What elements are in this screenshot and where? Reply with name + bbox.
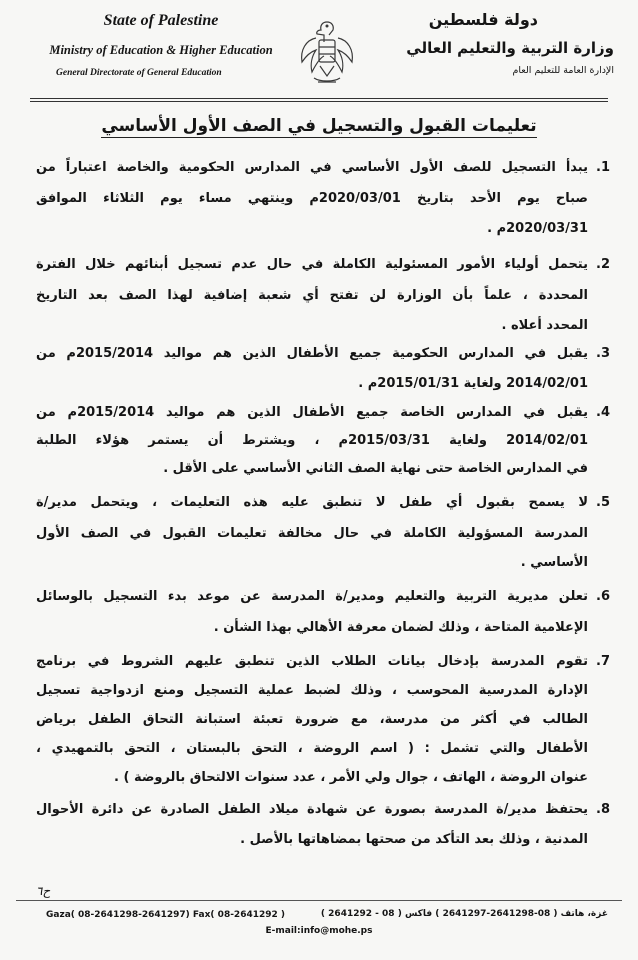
item-line: المحددة ، علماً بأن الوزارة لن تفتح أي شعبة إضافية لهذا الصف بعد التاريخ	[36, 288, 588, 303]
item-line: المدرسة المسؤولية الكاملة في حال مخالفة تعليمات القبول في الصف الأول	[36, 526, 588, 541]
item-line: 2020/03/31م .	[487, 221, 588, 236]
item-line: تقوم المدرسة بإدخال بيانات الطلاب الذين تنطبق عليهم الشروط في برنامج	[36, 654, 588, 669]
header-ar-ministry: وزارة التربية والتعليم العالي	[406, 39, 614, 57]
item-line: المدنية ، وذلك بعد التأكد من صحتها بمضاهاتها بالأصل .	[240, 832, 588, 847]
item-line: في المدارس الخاصة حتى نهاية الصف الثاني الأساسي على الأقل .	[163, 461, 588, 476]
header-divider-thin	[30, 101, 608, 102]
item-line: الأطفال والتي تشمل : ( اسم الروضة ، التحق بالبستان ، التحق بالتمهيدي ،	[36, 741, 588, 756]
header-en-state: State of Palestine	[103, 12, 219, 29]
item-line: الأساسي .	[520, 555, 588, 570]
item-number: 6.	[596, 589, 610, 604]
item-line: يبدأ التسجيل للصف الأول الأساسي في المدارس الحكومية والخاصة اعتباراً من	[36, 160, 588, 175]
item-line: يقبل في المدارس الخاصة جميع الأطفال الذين هم مواليد 2015/2014م من	[36, 405, 588, 420]
item-line: يحتفظ مدير/ة المدرسة بصورة عن شهادة ميلاد الطفل الصادرة عن دائرة الأحوال	[36, 802, 588, 817]
item-number: 7.	[596, 654, 610, 669]
header-en-directorate: General Directorate of General Education	[56, 68, 222, 78]
item-line: يتحمل أولياء الأمور المسئولية الكاملة في حال عدم تسجيل أبنائهم خلال الفترة	[36, 257, 588, 272]
item-number: 3.	[596, 346, 610, 361]
item-line: 2014/02/01 ولغاية 2015/01/31م .	[358, 376, 588, 391]
header-ar-state: دولة فلسطين	[428, 10, 538, 29]
item-line: تعلن مديرية التربية والتعليم ومدير/ة المدرسة عن موعد بدء التسجيل بالوسائل	[36, 589, 588, 604]
item-line: الإدارة المدرسية المحوسب ، وذلك لضبط عملية التسجيل ومنع ازدواجية تسجيل	[36, 683, 588, 698]
footer-divider	[16, 900, 622, 901]
page-title-text: تعليمات القبول والتسجيل في الصف الأول الأساسي	[101, 116, 537, 136]
footer-contact-ar: غزة، هاتف ( 08-2641298-2641297 ) فاكس ( 08 - 2641292 )	[320, 909, 608, 919]
item-number: 4.	[596, 405, 610, 420]
item-number: 8.	[596, 802, 610, 817]
item-line: عنوان الروضة ، الهاتف ، جوال ولي الأمر ، عدد سنوات الالتحاق بالروضة ) .	[114, 770, 588, 785]
header-ar-directorate: الإدارة العامة للتعليم العام	[512, 65, 614, 76]
item-line: يقبل في المدارس الحكومية جميع الأطفال الذين هم مواليد 2015/2014م من	[36, 346, 588, 361]
item-line: المحدد أعلاه .	[501, 318, 588, 333]
header-english	[26, 12, 296, 78]
header-arabic	[384, 10, 614, 76]
item-line: الإعلامية المتاحة ، وذلك لضمان معرفة الأهالي بهذا الشأن .	[213, 620, 588, 635]
signature-mark: ح٦	[36, 884, 51, 898]
header-en-ministry: Ministry of Education & Higher Education	[49, 43, 273, 57]
eagle-emblem-icon	[296, 16, 358, 88]
item-line: صباح يوم الأحد بتاريخ 2020/03/01م وينتهي مساء يوم الثلاثاء الموافق	[36, 191, 588, 206]
header-divider	[30, 98, 608, 99]
item-number: 5.	[596, 495, 610, 510]
item-line: لا يسمح بقبول أي طفل لا تنطبق عليه هذه التعليمات ، ويتحمل مدير/ة	[36, 495, 588, 510]
page-title	[0, 116, 638, 136]
item-line: 2014/02/01 ولغاية 2015/03/31م ، ويشترط أن يستمر هؤلاء الطلبة	[36, 433, 588, 448]
item-number: 2.	[596, 257, 610, 272]
footer-contact-en: Gaza( 08-2641298-2641297) Fax( 08-2641292 )	[46, 910, 286, 920]
footer-email: E-mail:info@mohe.ps	[265, 926, 373, 936]
item-line: الطالب في أكثر من مدرسة، مع ضرورة تعبئة استبانة التحاق الطفل برياض	[36, 712, 588, 727]
item-number: 1.	[596, 160, 610, 175]
